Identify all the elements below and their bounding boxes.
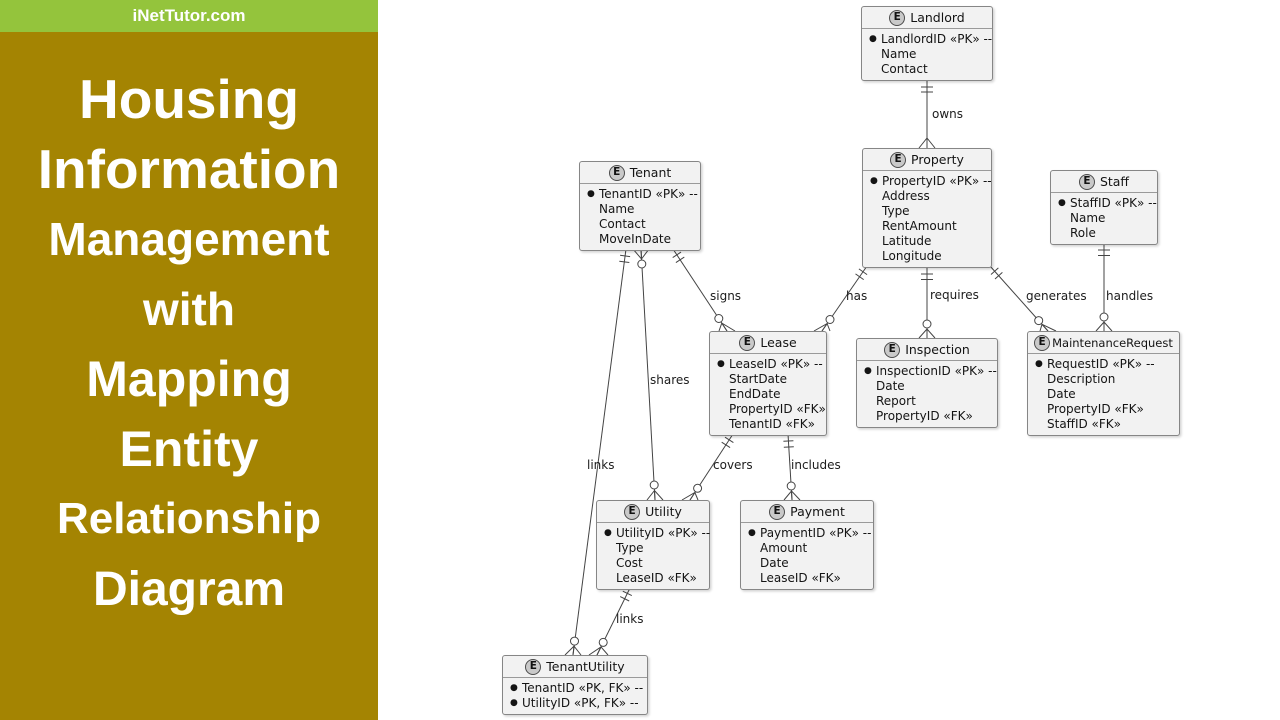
entity-attributes bbox=[862, 29, 992, 80]
relationship-label-requires: requires bbox=[930, 288, 979, 302]
entity-name: Payment bbox=[790, 504, 845, 519]
attribute-row bbox=[864, 379, 992, 394]
attribute-row bbox=[604, 571, 704, 586]
title-line-information: Information bbox=[37, 138, 341, 200]
attribute-row bbox=[870, 234, 986, 249]
entity-icon: E bbox=[525, 659, 541, 675]
attribute-label: Type bbox=[882, 204, 910, 218]
attribute-row bbox=[510, 696, 642, 711]
attribute-row bbox=[1058, 196, 1157, 211]
attribute-row bbox=[869, 32, 993, 47]
attribute-row bbox=[587, 187, 698, 202]
entity-name: Tenant bbox=[629, 165, 672, 180]
attribute-row bbox=[604, 556, 704, 571]
entity-attributes bbox=[1051, 193, 1157, 244]
attribute-label: Description bbox=[1047, 372, 1116, 386]
entity-attributes bbox=[741, 523, 873, 589]
entity-name: Property bbox=[911, 152, 964, 167]
entity-tenant-utility bbox=[502, 655, 648, 715]
entity-name: Inspection bbox=[905, 342, 970, 357]
pk-bullet-icon: ● bbox=[587, 189, 595, 199]
attribute-row bbox=[717, 402, 826, 417]
relationship-label-owns: owns bbox=[932, 107, 964, 121]
entity-name: TenantUtility bbox=[546, 659, 625, 674]
attribute-label: PropertyID «FK» bbox=[729, 402, 826, 416]
entity-header bbox=[1051, 171, 1157, 193]
entity-header bbox=[580, 162, 700, 184]
attribute-label: Cost bbox=[616, 556, 643, 570]
attribute-row bbox=[1035, 417, 1174, 432]
attribute-row bbox=[748, 556, 868, 571]
attribute-label: RentAmount bbox=[882, 219, 957, 233]
attribute-row bbox=[1058, 211, 1152, 226]
pk-bullet-icon: ● bbox=[510, 698, 518, 708]
entity-name: Landlord bbox=[910, 10, 965, 25]
attribute-label: MoveInDate bbox=[599, 232, 672, 246]
relationship-label-handles: handles bbox=[1106, 289, 1154, 303]
attribute-row bbox=[587, 232, 695, 247]
attribute-row bbox=[604, 526, 711, 541]
attribute-label: Date bbox=[760, 556, 789, 570]
entity-property bbox=[862, 148, 992, 268]
attribute-label: UtilityID «PK» -- bbox=[616, 526, 711, 540]
entity-name: Utility bbox=[645, 504, 682, 519]
attribute-row bbox=[1058, 226, 1152, 241]
pk-bullet-icon: ● bbox=[510, 683, 518, 693]
entity-header bbox=[741, 501, 873, 523]
relationship-label-signs: signs bbox=[710, 289, 742, 303]
relationship-handles bbox=[1096, 243, 1112, 331]
attribute-row bbox=[864, 394, 992, 409]
entity-attributes bbox=[863, 171, 991, 267]
entity-name: Staff bbox=[1099, 174, 1130, 189]
title-line-relationship: Relationship bbox=[56, 494, 322, 543]
pk-bullet-icon: ● bbox=[748, 528, 756, 538]
entity-utility bbox=[596, 500, 710, 590]
entity-icon: E bbox=[1034, 335, 1050, 351]
entity-tenant bbox=[579, 161, 701, 251]
entity-lease bbox=[709, 331, 827, 436]
attribute-label: PropertyID «FK» bbox=[876, 409, 973, 423]
entity-name: Lease bbox=[760, 335, 797, 350]
entity-staff bbox=[1050, 170, 1158, 245]
attribute-label: StartDate bbox=[729, 372, 787, 386]
attribute-row bbox=[870, 219, 986, 234]
relationship-label-generates: generates bbox=[1026, 289, 1087, 303]
attribute-label: Contact bbox=[599, 217, 646, 231]
attribute-label: Address bbox=[882, 189, 930, 203]
title-line-diagram: Diagram bbox=[92, 562, 286, 616]
pk-bullet-icon: ● bbox=[1058, 198, 1066, 208]
title-line-mapping: Mapping bbox=[86, 351, 292, 407]
attribute-label: PropertyID «FK» bbox=[1047, 402, 1144, 416]
pk-bullet-icon: ● bbox=[717, 359, 725, 369]
attribute-label: LeaseID «FK» bbox=[616, 571, 697, 585]
entity-attributes bbox=[710, 354, 826, 435]
attribute-row bbox=[717, 387, 821, 402]
attribute-row bbox=[870, 204, 986, 219]
title-line-management: Management bbox=[48, 213, 330, 265]
attribute-row bbox=[1035, 402, 1174, 417]
attribute-row bbox=[1035, 357, 1174, 372]
relationship-label-has: has bbox=[846, 289, 868, 303]
entity-icon: E bbox=[884, 342, 900, 358]
attribute-row bbox=[870, 249, 986, 264]
pk-bullet-icon: ● bbox=[1035, 359, 1043, 369]
attribute-label: Amount bbox=[760, 541, 808, 555]
entity-header bbox=[862, 7, 992, 29]
entity-header bbox=[1028, 332, 1179, 354]
attribute-label: Longitude bbox=[882, 249, 942, 263]
attribute-row bbox=[587, 202, 695, 217]
attribute-row bbox=[864, 409, 992, 424]
entity-icon: E bbox=[1079, 174, 1095, 190]
attribute-label: Role bbox=[1070, 226, 1096, 240]
attribute-row bbox=[748, 571, 868, 586]
relationship-links-tenant bbox=[565, 249, 630, 655]
attribute-row bbox=[748, 541, 868, 556]
relationship-label-links-utility: links bbox=[616, 612, 644, 626]
title-line-housing: Housing bbox=[79, 68, 299, 130]
entity-attributes bbox=[580, 184, 700, 250]
attribute-label: RequestID «PK» -- bbox=[1047, 357, 1155, 371]
entity-icon: E bbox=[739, 335, 755, 351]
attribute-label: Name bbox=[881, 47, 917, 61]
attribute-row bbox=[870, 174, 992, 189]
pk-bullet-icon: ● bbox=[604, 528, 612, 538]
attribute-label: Type bbox=[616, 541, 644, 555]
attribute-label: TenantID «FK» bbox=[729, 417, 815, 431]
attribute-label: TenantID «PK» -- bbox=[599, 187, 698, 201]
attribute-label: Name bbox=[1070, 211, 1106, 225]
attribute-label: Report bbox=[876, 394, 916, 408]
entity-header bbox=[597, 501, 709, 523]
attribute-label: InspectionID «PK» -- bbox=[876, 364, 997, 378]
entity-inspection bbox=[856, 338, 998, 428]
attribute-row bbox=[869, 62, 987, 77]
entity-maintenance-request bbox=[1027, 331, 1180, 436]
attribute-label: StaffID «FK» bbox=[1047, 417, 1121, 431]
attribute-label: UtilityID «PK, FK» -- bbox=[522, 696, 639, 710]
entity-attributes bbox=[1028, 354, 1179, 435]
attribute-label: PaymentID «PK» -- bbox=[760, 526, 872, 540]
relationship-label-links-tenant: links bbox=[587, 458, 615, 472]
attribute-label: LandlordID «PK» -- bbox=[881, 32, 993, 46]
attribute-row bbox=[1035, 372, 1174, 387]
entity-header bbox=[710, 332, 826, 354]
attribute-row bbox=[717, 372, 821, 387]
title-line-entity: Entity bbox=[119, 421, 259, 477]
site-banner-text: iNetTutor.com bbox=[132, 6, 246, 25]
attribute-label: Date bbox=[876, 379, 905, 393]
relationship-label-covers: covers bbox=[713, 458, 753, 472]
entity-landlord bbox=[861, 6, 993, 81]
pk-bullet-icon: ● bbox=[864, 366, 872, 376]
relationship-label-shares: shares bbox=[650, 373, 690, 387]
attribute-row bbox=[748, 526, 872, 541]
attribute-label: Latitude bbox=[882, 234, 932, 248]
entity-icon: E bbox=[889, 10, 905, 26]
attribute-row bbox=[587, 217, 695, 232]
attribute-label: Contact bbox=[881, 62, 928, 76]
attribute-label: Date bbox=[1047, 387, 1076, 401]
attribute-label: Name bbox=[599, 202, 635, 216]
entity-name: MaintenanceRequest bbox=[1052, 335, 1173, 350]
entity-icon: E bbox=[769, 504, 785, 520]
entity-payment bbox=[740, 500, 874, 590]
attribute-label: LeaseID «PK» -- bbox=[729, 357, 823, 371]
title-line-with: with bbox=[143, 283, 235, 335]
attribute-label: PropertyID «PK» -- bbox=[882, 174, 992, 188]
diagram-canvas bbox=[378, 0, 1280, 720]
entity-attributes bbox=[857, 361, 997, 427]
entity-attributes bbox=[503, 678, 647, 714]
relationship-label-includes: includes bbox=[791, 458, 841, 472]
entity-header bbox=[503, 656, 647, 678]
attribute-label: TenantID «PK, FK» -- bbox=[522, 681, 644, 695]
pk-bullet-icon: ● bbox=[870, 176, 878, 186]
attribute-row bbox=[870, 189, 986, 204]
attribute-row bbox=[717, 357, 821, 372]
entity-icon: E bbox=[609, 165, 625, 181]
attribute-row bbox=[869, 47, 987, 62]
attribute-row bbox=[510, 681, 642, 696]
entity-header bbox=[863, 149, 991, 171]
attribute-row bbox=[604, 541, 704, 556]
entity-attributes bbox=[597, 523, 709, 589]
attribute-row bbox=[717, 417, 821, 432]
entity-header bbox=[857, 339, 997, 361]
relationship-requires bbox=[919, 266, 935, 338]
attribute-label: LeaseID «FK» bbox=[760, 571, 841, 585]
attribute-label: EndDate bbox=[729, 387, 781, 401]
entity-icon: E bbox=[890, 152, 906, 168]
attribute-row bbox=[1035, 387, 1174, 402]
attribute-row bbox=[864, 364, 997, 379]
pk-bullet-icon: ● bbox=[869, 34, 877, 44]
attribute-label: StaffID «PK» -- bbox=[1070, 196, 1157, 210]
entity-icon: E bbox=[624, 504, 640, 520]
